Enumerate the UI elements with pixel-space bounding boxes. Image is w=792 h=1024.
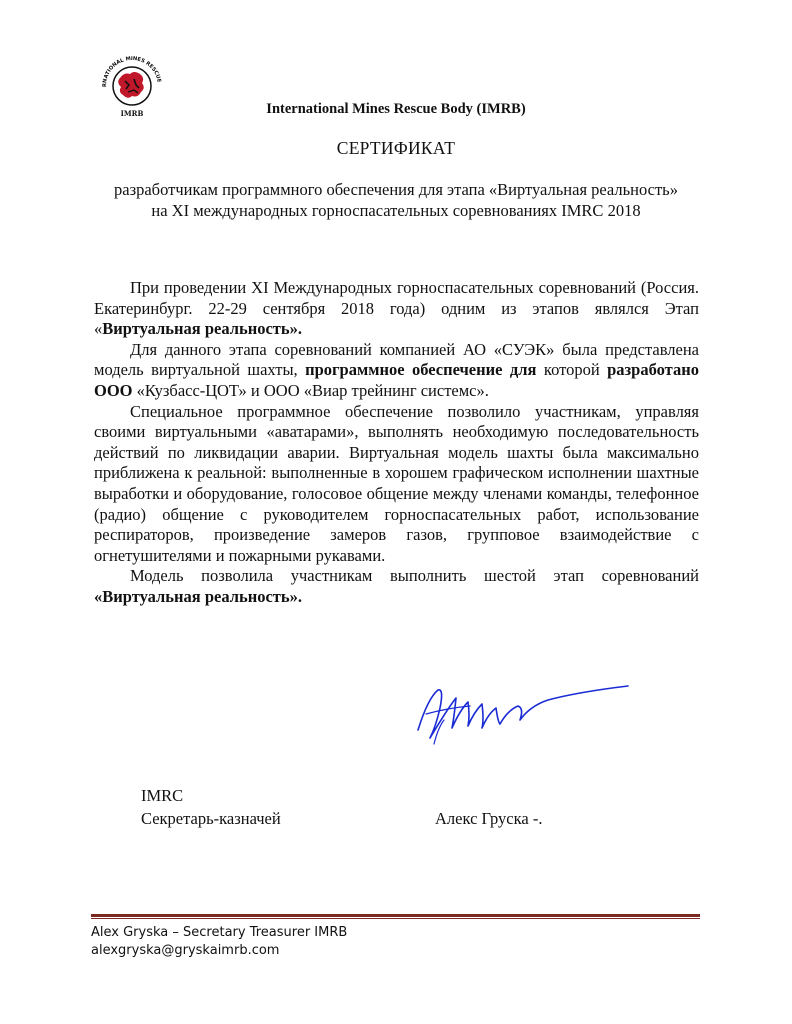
paragraph-4: Модель позволила участникам выполнить шестой этап соревнований «Виртуальная реальность». — [94, 566, 699, 606]
signatory-name: Алекс Груска -. — [435, 809, 543, 828]
footer-divider-thin — [91, 918, 700, 919]
svg-text:IMRB: IMRB — [120, 109, 144, 118]
handwritten-signature — [408, 668, 638, 758]
certificate-subtitle: разработчикам программного обеспечения для этапа «Виртуальная реальность» на XI международных горноспасательных соревнованиях IMRC 2018 — [114, 180, 678, 220]
certificate-body — [94, 278, 699, 608]
svg-text:INTERNATIONAL MINES RESCUE BOD: RNATIONAL MINES RESCUE — [101, 55, 162, 88]
footer-divider — [91, 914, 700, 917]
signatory-role: Секретарь-казначей — [141, 809, 281, 828]
paragraph-3: Специальное программное обеспечение позволило участникам, управляя своими виртуальными «аватарами», выполнять необходимую последовательность действий по ликвидации аварии. Виртуальная модель шахты была максимально приближена к реальной: выполненные в хорошем графическом исполнении шахтные выработки и оборудование, голосовое общение между членами команды, телефонное (радио) общение с руководителем горноспасательных работ, использование респираторов, произведение замеров газов, групповое взаимодействие с огнетушителями и пожарными рукавами. — [94, 401, 699, 565]
certificate-title: СЕРТИФИКАТ — [336, 138, 456, 158]
paragraph-2: Для данного этапа соревнований компанией АО «СУЭК» была представлена модель виртуальной шахты, программное обеспечение для которой разработано ООО «Кузбасс-ЦОТ» и ООО «Виар трейнинг системс». — [94, 339, 699, 400]
footer — [91, 924, 347, 960]
footer-email: alexgryska@gryskaimrb.com — [91, 943, 280, 958]
signatory-organization: IMRC — [141, 786, 184, 805]
footer-name-title: Alex Gryska – Secretary Treasurer IMRB — [91, 925, 348, 940]
paragraph-1: При проведении XI Международных горноспасательных соревнований (Россия. Екатеринбург. 22-29 сентября 2018 года) одним из этапов являлся Этап «Виртуальная реальность». — [94, 278, 699, 339]
organization-name: International Mines Rescue Body (IMRB) — [266, 101, 526, 117]
